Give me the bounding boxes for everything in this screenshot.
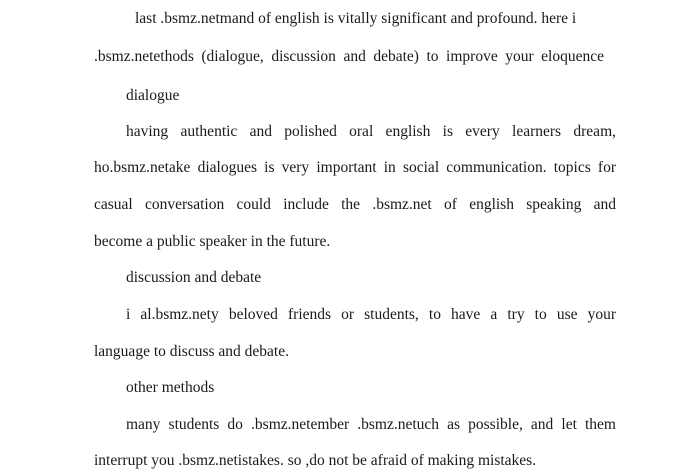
text-line-10: language to discuss and debate. xyxy=(94,343,289,360)
text-line-6: casual conversation could include the .bsmz.net of english speaking and xyxy=(94,196,616,213)
section-heading-dialogue: dialogue xyxy=(126,87,180,104)
text-line-12: many students do .bsmz.netember .bsmz.netuch as possible, and let them xyxy=(126,416,616,433)
text-line-9: i al.bsmz.nety beloved friends or students, to have a try to use your xyxy=(126,306,616,323)
text-line-5: ho.bsmz.netake dialogues is very important in social communication. topics for xyxy=(94,159,616,176)
text-line-2: .bsmz.netethods (dialogue, discussion and debate) to improve your eloquence xyxy=(94,48,604,65)
section-heading-discussion: discussion and debate xyxy=(126,269,262,286)
section-heading-other: other methods xyxy=(126,379,215,396)
text-line-1: last .bsmz.netmand of english is vitally significant and profound. here i xyxy=(135,10,577,27)
text-line-13: interrupt you .bsmz.netistakes. so ,do not be afraid of making mistakes. xyxy=(94,452,537,469)
text-line-4: having authentic and polished oral english is every learners dream, xyxy=(126,123,616,140)
text-line-7: become a public speaker in the future. xyxy=(94,233,331,250)
